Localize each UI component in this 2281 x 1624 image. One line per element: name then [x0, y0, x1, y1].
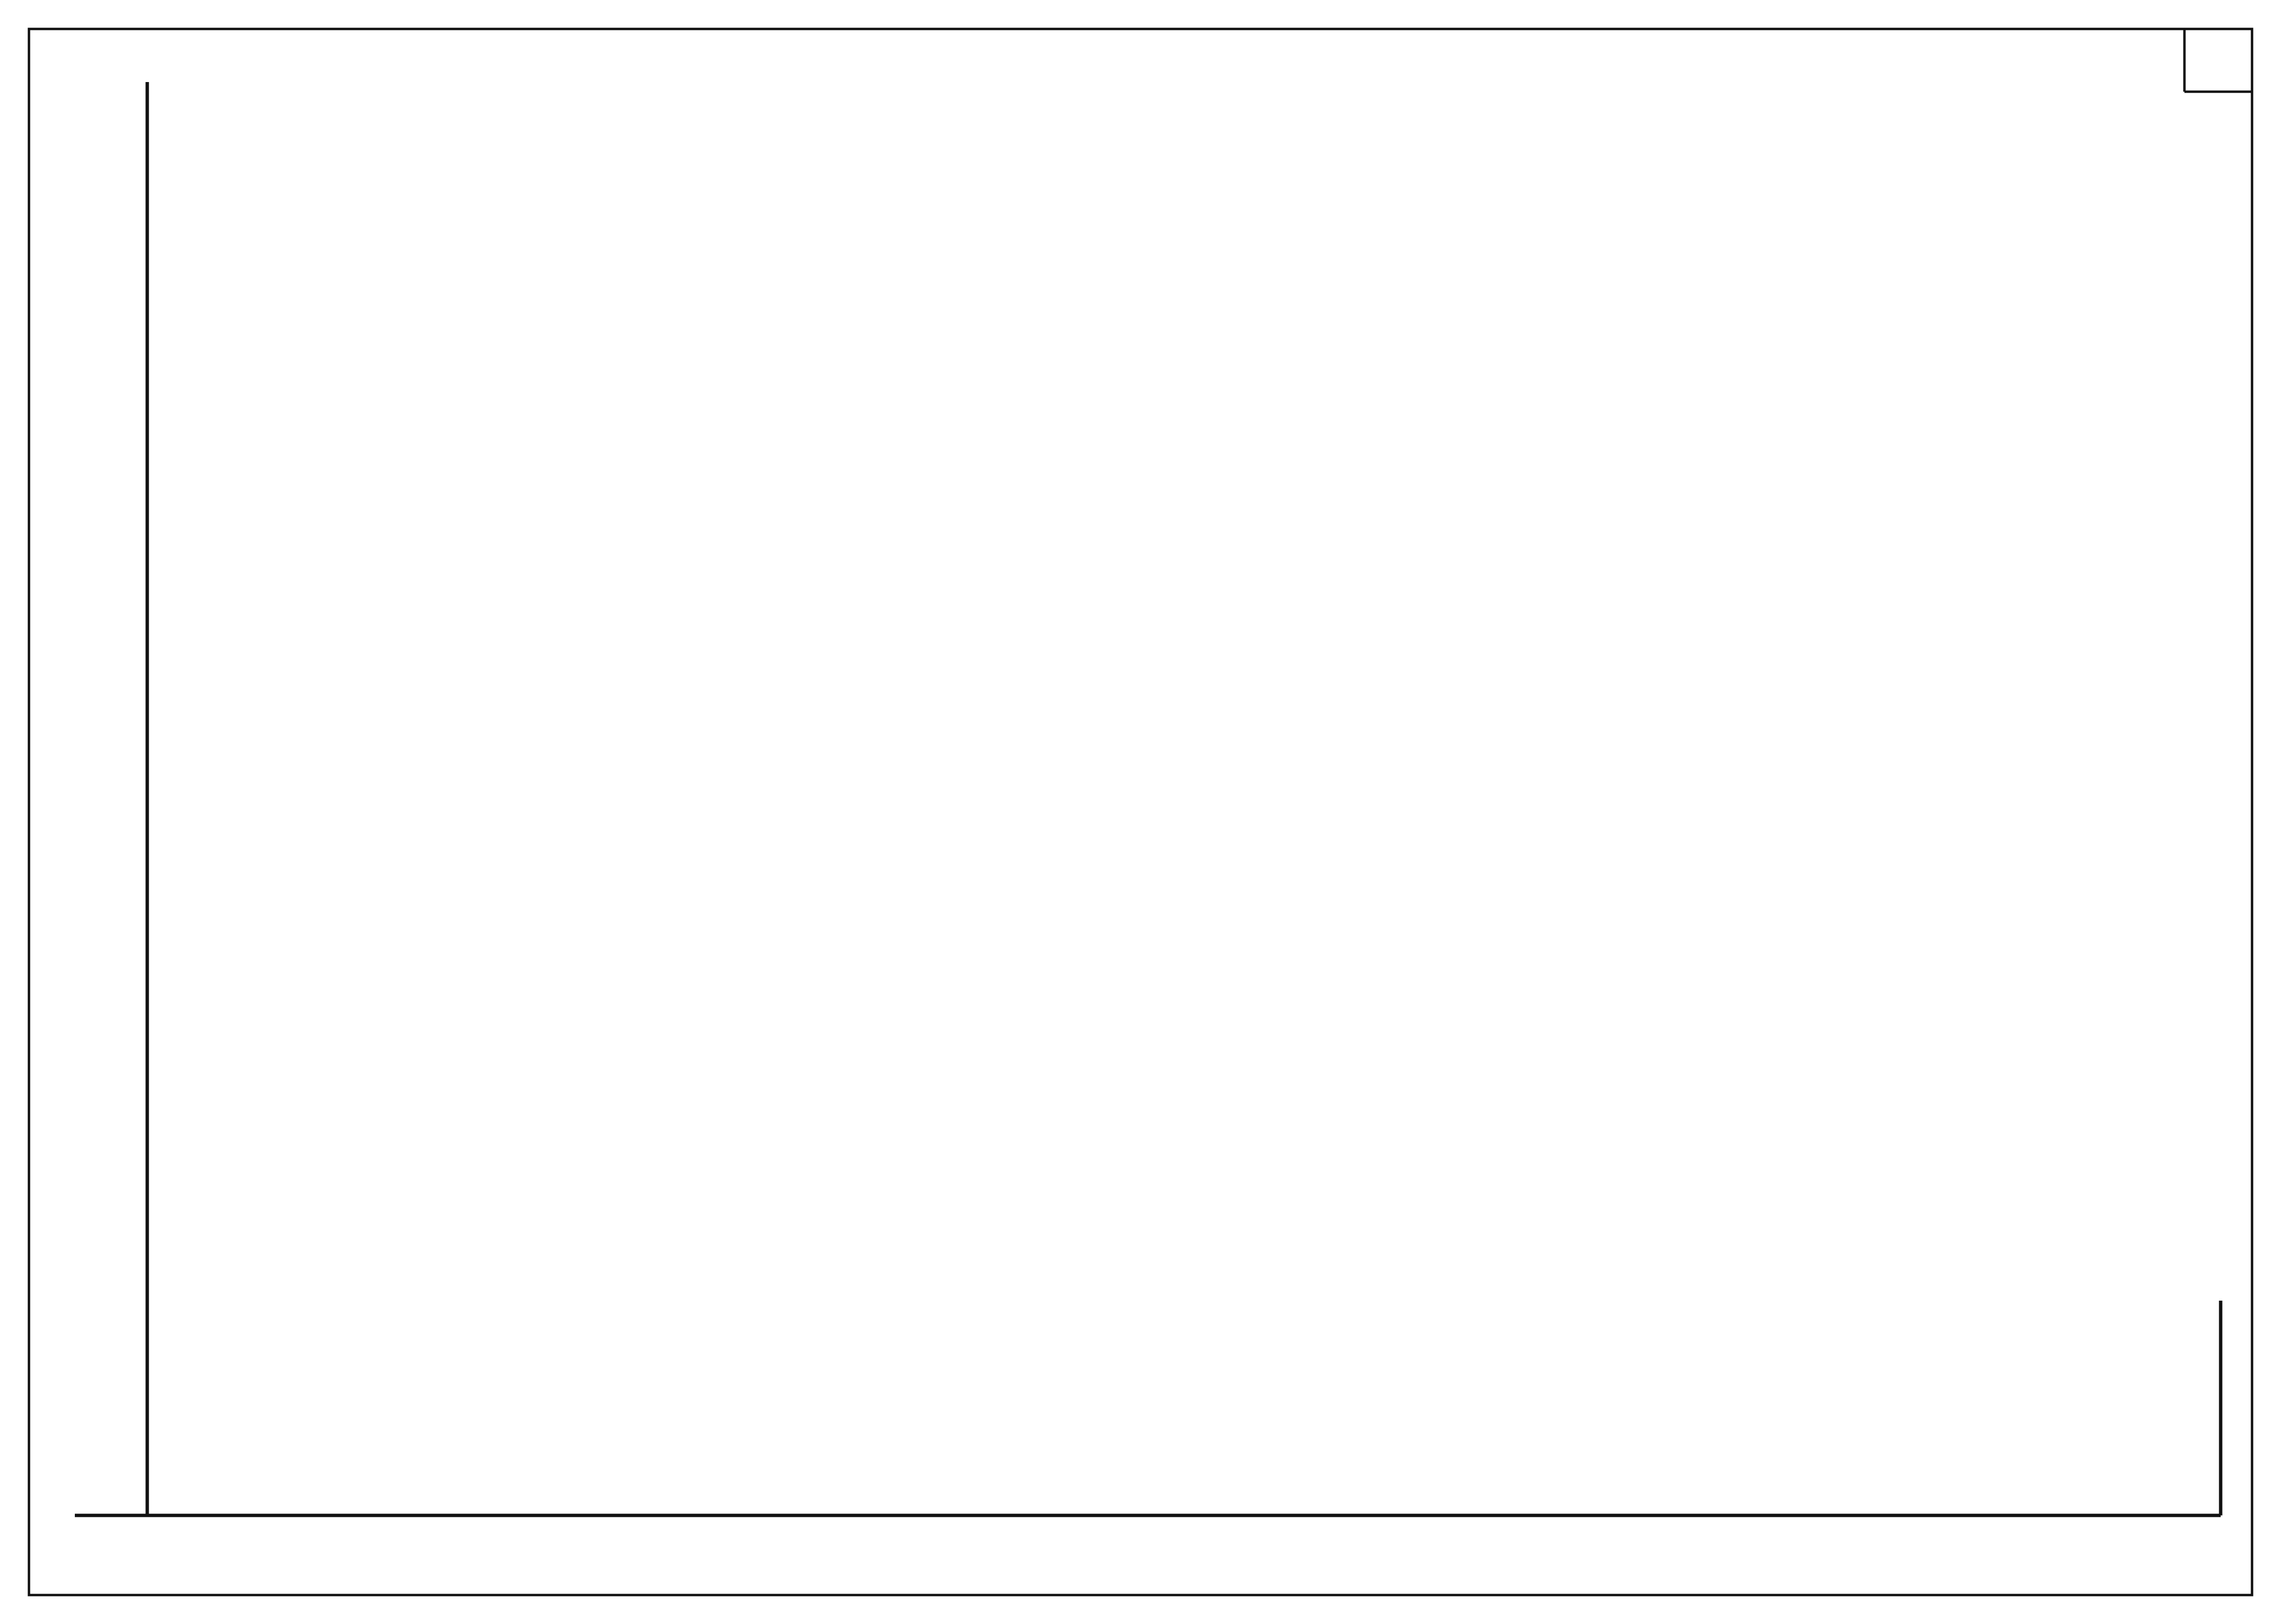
- outer-frame: [29, 29, 2252, 1595]
- inner-frame: [75, 82, 2221, 1515]
- page-number-box: [2184, 29, 2252, 92]
